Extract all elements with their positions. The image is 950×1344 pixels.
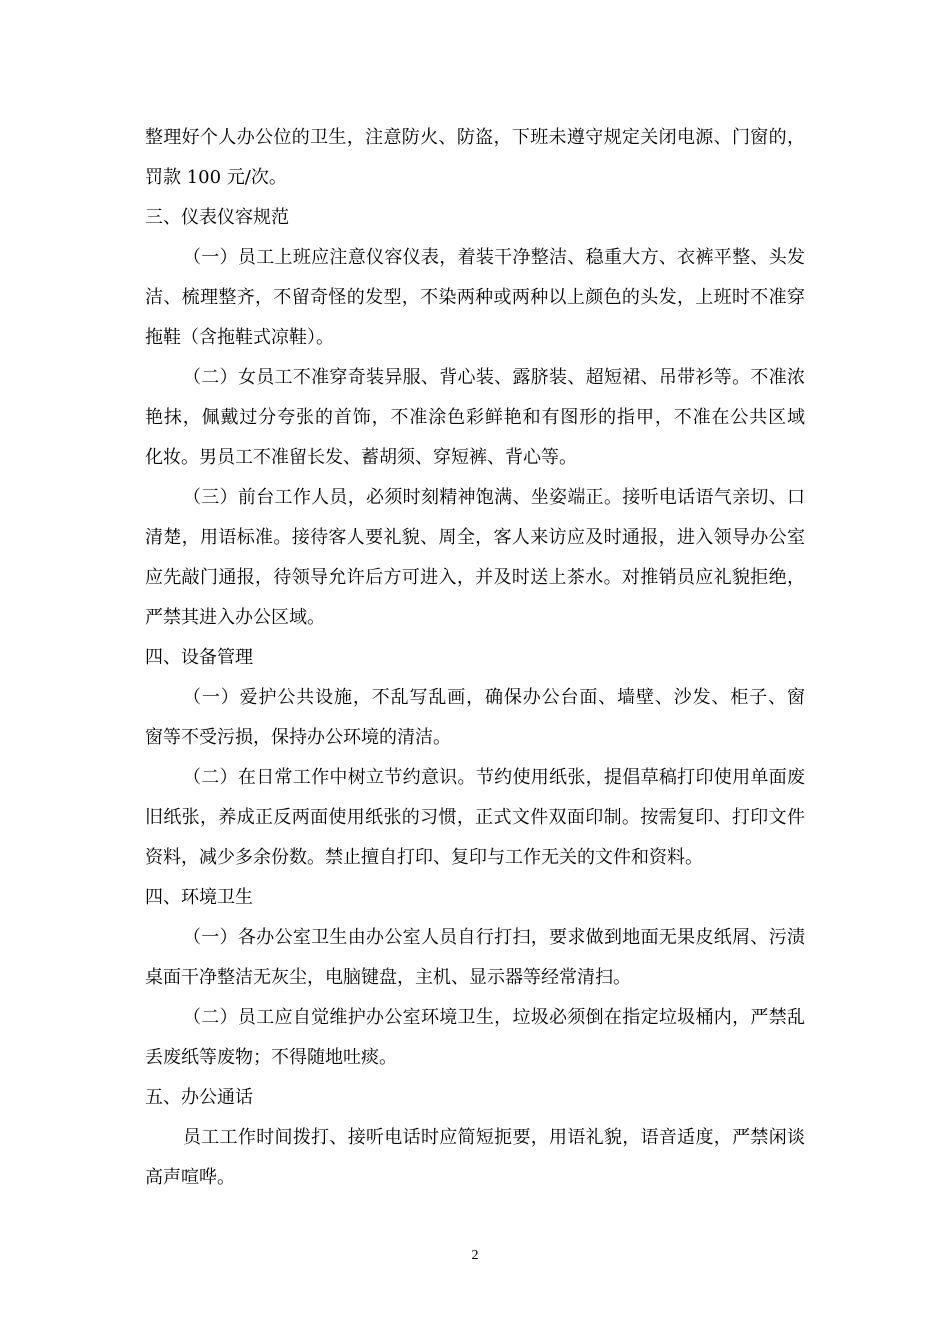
paragraph [145, 918, 805, 998]
text-line: 应先敲门通报，待领导允许后方可进入，并及时送上茶水。对推销员应礼貌拒绝， [145, 567, 805, 588]
text-line: 旧纸张，养成正反两面使用纸张的习惯，正式文件双面印制。按需复印、打印文件 [145, 807, 805, 828]
text-line: 四、环境卫生 [145, 887, 253, 908]
paragraph [145, 478, 805, 638]
text-line: 高声喧哗。 [145, 1167, 235, 1188]
paragraph [145, 238, 805, 358]
section-heading [145, 1078, 805, 1118]
text-line: 拖鞋（含拖鞋式凉鞋）。 [145, 327, 334, 348]
section-heading [145, 878, 805, 918]
paragraph [145, 358, 805, 478]
document-body [145, 118, 805, 1198]
text-line: （二）女员工不准穿奇装异服、背心装、露脐装、超短裙、吊带衫等。不准浓 [183, 367, 805, 388]
text-line: 洁、梳理整齐，不留奇怪的发型，不染两种或两种以上颜色的头发，上班时不准穿 [145, 287, 805, 308]
text-line: 窗等不受污损，保持办公环境的清洁。 [145, 727, 451, 748]
text-line: 清楚，用语标准。接待客人要礼貌、周全，客人来访应及时通报，进入领导办公室 [145, 527, 805, 548]
text-line: （三）前台工作人员，必须时刻精神饱满、坐姿端正。接听电话语气亲切、口 [183, 487, 805, 508]
text-line: 桌面干净整洁无灰尘，电脑键盘，主机、显示器等经常清扫。 [145, 967, 631, 988]
section-heading [145, 198, 805, 238]
text-line: 五、办公通话 [145, 1087, 253, 1108]
text-line: 严禁其进入办公区域。 [145, 607, 325, 628]
paragraph [145, 678, 805, 758]
page-number: 2 [471, 1248, 479, 1263]
paragraph [145, 758, 805, 878]
paragraph [145, 998, 805, 1078]
text-line: 资料，减少多余份数。禁止擅自打印、复印与工作无关的文件和资料。 [145, 847, 703, 868]
text-line: （一）员工上班应注意仪容仪表，着装干净整洁、稳重大方、衣裤平整、头发 [183, 247, 805, 268]
text-line: （二）在日常工作中树立节约意识。节约使用纸张，提倡草稿打印使用单面废 [183, 767, 805, 788]
text-line: 员工工作时间拨打、接听电话时应简短扼要，用语礼貌，语音适度，严禁闲谈 [183, 1127, 805, 1148]
paragraph [145, 1118, 805, 1198]
text-line: 艳抹，佩戴过分夸张的首饰，不准涂色彩鲜艳和有图形的指甲，不准在公共区域 [145, 407, 805, 428]
text-line: 罚款 100 元/次。 [145, 167, 287, 188]
text-line: 三、仪表仪容规范 [145, 207, 289, 228]
text-line: 四、设备管理 [145, 647, 253, 668]
text-line: （二）员工应自觉维护办公室环境卫生，垃圾必须倒在指定垃圾桶内，严禁乱 [183, 1007, 805, 1028]
paragraph [145, 118, 805, 198]
text-line: 丢废纸等废物；不得随地吐痰。 [145, 1047, 397, 1068]
text-line: 化妆。男员工不准留长发、蓄胡须、穿短裤、背心等。 [145, 447, 577, 468]
text-line: 整理好个人办公位的卫生，注意防火、防盗，下班未遵守规定关闭电源、门窗的， [145, 127, 805, 148]
text-line: （一）爱护公共设施，不乱写乱画，确保办公台面、墙壁、沙发、柜子、窗 [183, 687, 805, 708]
section-heading [145, 638, 805, 678]
text-line: （一）各办公室卫生由办公室人员自行打扫，要求做到地面无果皮纸屑、污渍 [183, 927, 805, 948]
